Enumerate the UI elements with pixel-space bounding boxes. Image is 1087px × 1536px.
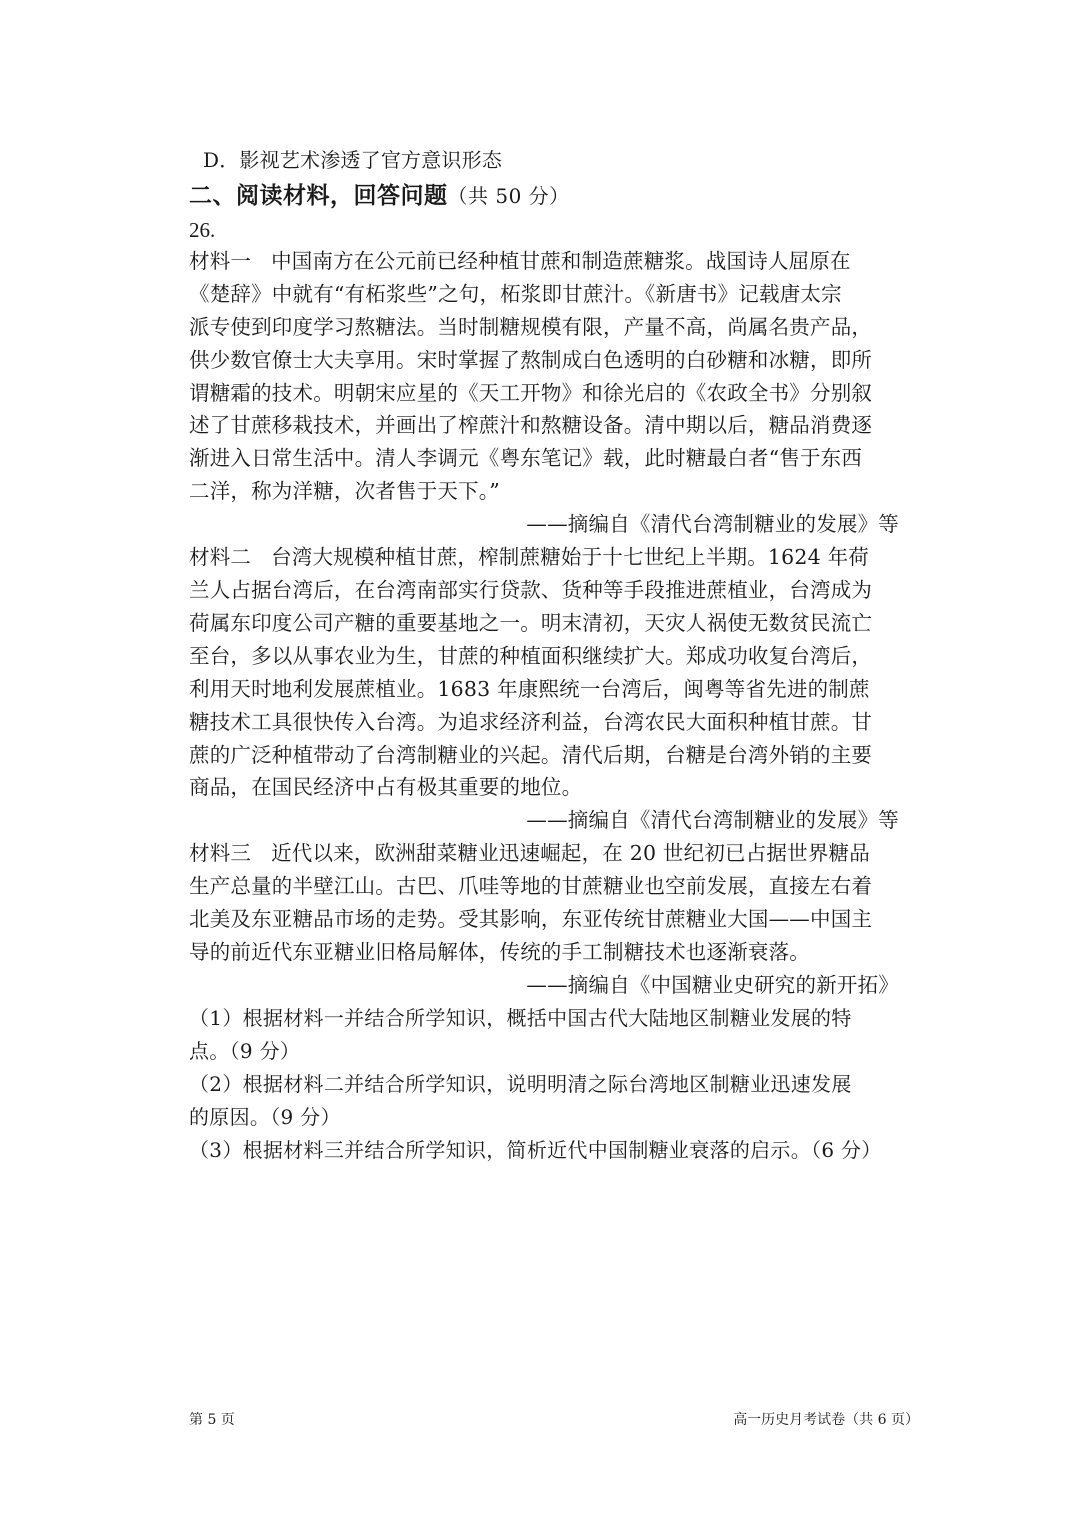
material-3-line: 导的前近代东亚糖业旧格局解体，传统的手工制糖技术也逐渐衰落。 [189, 939, 810, 964]
material-2-label: 材料二 [189, 545, 252, 570]
sub-question-2-line: （2）根据材料二并结合所学知识，说明明清之际台湾地区制糖业迅速发展 [189, 1071, 852, 1096]
material-2-text: 台湾大规模种植甘蔗，榨制蔗糖始于十七世纪上半期。1624 年荷 [271, 545, 869, 570]
section-score: （共 50 分） [447, 183, 570, 208]
section-title-text: 二、阅读材料，回答问题 [189, 182, 448, 209]
material-2-line: 荷属东印度公司产糖的重要基地之一。明末清初，天灾人祸使无数贫民流亡 [189, 610, 873, 635]
material-2-line: 利用天时地利发展蔗植业。1683 年康熙统一台湾后，闽粤等省先进的制蔗 [189, 676, 870, 701]
question-number: 26. [189, 217, 216, 242]
material-3-label: 材料三 [189, 841, 252, 866]
sub-question-1-line: （1）根据材料一并结合所学知识，概括中国古代大陆地区制糖业发展的特 [189, 1005, 852, 1030]
material-3-line [189, 837, 901, 870]
material-1-source: ——摘编自《清代台湾制糖业的发展》等 [526, 512, 899, 537]
material-1-line: 渐进入日常生活中。清人李调元《粤东笔记》载，此时糖最白者“售于东西 [189, 446, 863, 471]
material-2-line: 蔗的广泛种植带动了台湾制糖业的兴起。清代后期，台糖是台湾外销的主要 [189, 742, 873, 767]
material-2 [189, 541, 901, 837]
material-1-line: 二洋，称为洋糖，次者售于天下。” [189, 479, 500, 504]
material-1-text: 中国南方在公元前已经种植甘蔗和制造蔗糖浆。战国诗人屈原在 [271, 248, 851, 273]
material-1-line: 派专使到印度学习熬糖法。当时制糖规模有限，产量不高，尚属名贵产品， [189, 314, 873, 339]
material-2-line: 糖技术工具很快传入台湾。为追求经济利益，台湾农民大面积种植甘蔗。甘 [189, 709, 873, 734]
material-2-line: 商品，在国民经济中占有极其重要的地位。 [189, 775, 583, 800]
material-1-line: 《楚辞》中就有“有柘浆些”之句，柘浆即甘蔗汁。《新唐书》记载唐太宗 [189, 281, 842, 306]
page-content [189, 144, 901, 1167]
footer-exam-title: 高一历史月考试卷（共 6 页） [733, 1412, 919, 1428]
sub-questions [189, 1002, 901, 1167]
material-2-source: ——摘编自《清代台湾制糖业的发展》等 [526, 808, 899, 833]
material-1-line [189, 245, 901, 278]
material-2-line: 至台，多以从事农业为生，甘蔗的种植面积继续扩大。郑成功收复台湾后， [189, 643, 873, 668]
sub-question-1-line: 点。（9 分） [189, 1038, 301, 1063]
material-2-line [189, 541, 901, 574]
material-3-line: 生产总量的半壁江山。古巴、爪哇等地的甘蔗糖业也空前发展，直接左右着 [189, 874, 873, 899]
section-title [189, 177, 901, 215]
material-1-line: 述了甘蔗移栽技术，并画出了榨蔗汁和熬糖设备。清中期以后，糖品消费逐 [189, 413, 873, 438]
material-3 [189, 837, 901, 1002]
material-1 [189, 245, 901, 541]
material-3-source: ——摘编自《中国糖业史研究的新开拓》 [526, 972, 899, 997]
material-3-text: 近代以来，欧洲甜菜糖业迅速崛起，在 20 世纪初已占据世界糖品 [271, 841, 870, 866]
sub-question-3-line: （3）根据材料三并结合所学知识，简析近代中国制糖业衰落的启示。（6 分） [189, 1137, 882, 1162]
material-1-line: 供少数官僚士大夫享用。宋时掌握了熬制成白色透明的白砂糖和冰糖，即所 [189, 347, 873, 372]
material-1-line: 谓糖霜的技术。明朝宋应星的《天工开物》和徐光启的《农政全书》分别叙 [189, 380, 873, 405]
material-2-line: 兰人占据台湾后，在台湾南部实行贷款、货种等手段推进蔗植业，台湾成为 [189, 577, 873, 602]
option-d: D．影视艺术渗透了官方意识形态 [203, 148, 503, 172]
material-1-label: 材料一 [189, 248, 252, 273]
material-3-line: 北美及东亚糖品市场的走势。受其影响，东亚传统甘蔗糖业大国——中国主 [189, 907, 873, 932]
footer-page-number: 第 5 页 [189, 1412, 235, 1428]
sub-question-2-line: 的原因。（9 分） [189, 1104, 341, 1129]
